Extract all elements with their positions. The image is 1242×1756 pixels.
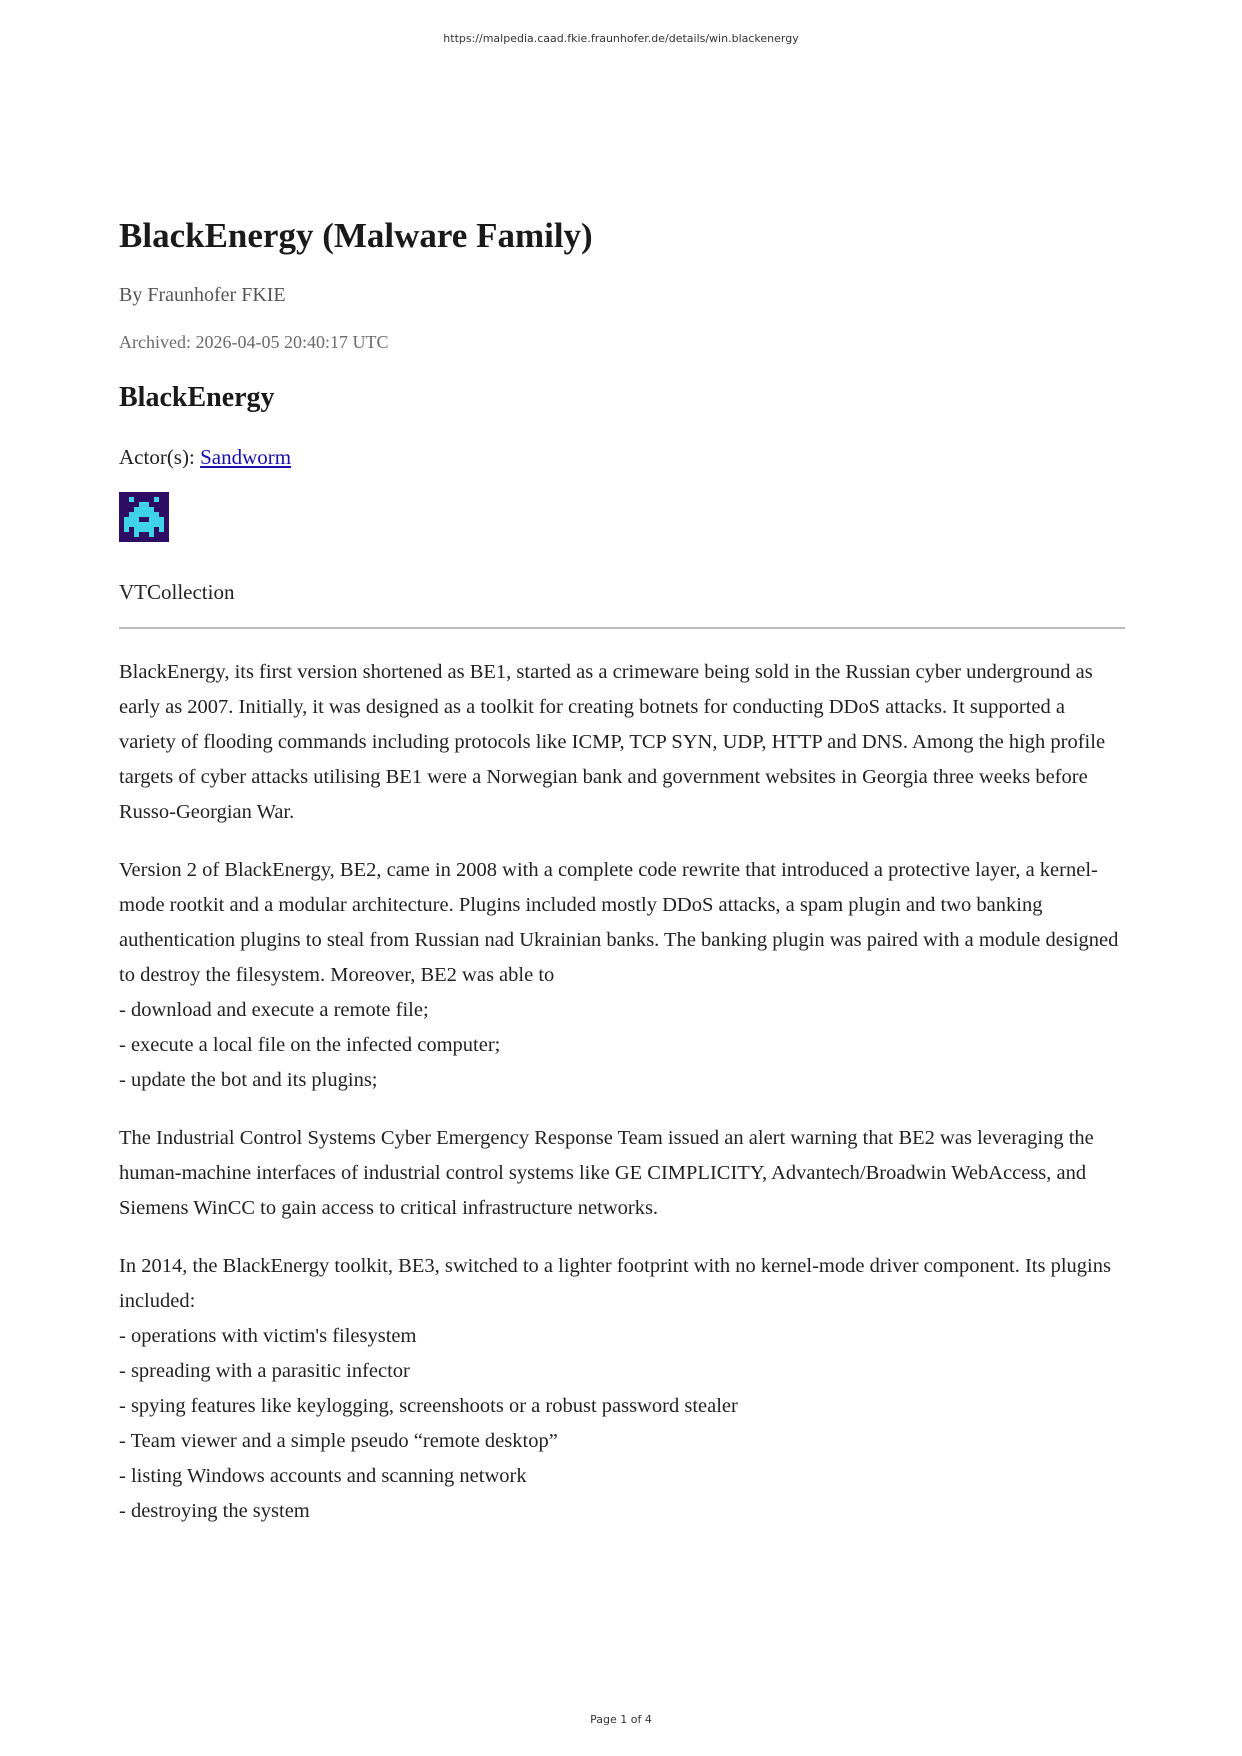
space-invader-icon	[119, 492, 169, 542]
paragraph-ics-cert: The Industrial Control Systems Cyber Emergency Response Team issued an alert warning that BE2 was leveraging the human-machine interfaces of industrial control systems like GE CIMPLICITY, Advantech/Broadwin WebAccess, and Siemens WinCC to gain access to critical infrastructure networks.	[119, 1127, 1094, 1219]
section-title: BlackEnergy	[119, 382, 275, 413]
list-item: - destroying the system	[119, 1500, 310, 1522]
page-url-header: https://malpedia.caad.fkie.fraunhofer.de/details/win.blackenergy	[443, 32, 799, 45]
page-title: BlackEnergy (Malware Family)	[119, 216, 593, 255]
byline: By Fraunhofer FKIE	[119, 284, 286, 306]
vtcollection-label: VTCollection	[119, 580, 235, 604]
actor-link-sandworm[interactable]: Sandworm	[200, 445, 292, 469]
article-body	[119, 655, 1125, 1529]
divider	[119, 627, 1125, 629]
actors-label: Actor(s):	[119, 445, 201, 469]
list-item: - Team viewer and a simple pseudo “remote desktop”	[119, 1430, 558, 1452]
paragraph-be2-intro: Version 2 of BlackEnergy, BE2, came in 2008 with a complete code rewrite that introduced a protective layer, a kernel-mode rootkit and a modular architecture. Plugins included mostly DDoS attacks, a spam plugin and two banking authentication plugins to steal from Russian nad Ukrainian banks. The banking plugin was paired with a module designed to destroy the filesystem. Moreover, BE2 was able to	[119, 859, 1119, 986]
list-item: - execute a local file on the infected computer;	[119, 1034, 501, 1056]
paragraph-be2	[119, 853, 1125, 1098]
list-item: - listing Windows accounts and scanning network	[119, 1465, 527, 1487]
page-number: Page 1 of 4	[590, 1713, 652, 1726]
list-item: - operations with victim's filesystem	[119, 1325, 417, 1347]
list-item: - spreading with a parasitic infector	[119, 1360, 410, 1382]
actors-line	[119, 442, 1125, 472]
paragraph-be1: BlackEnergy, its first version shortened as BE1, started as a crimeware being sold in the Russian cyber underground as early as 2007. Initially, it was designed as a toolkit for creating botnets for conducting DDoS attacks. It supported a variety of flooding commands including protocols like ICMP, TCP SYN, UDP, HTTP and DNS. Among the high profile targets of cyber attacks utilising BE1 were a Norwegian bank and government websites in Georgia three weeks before Russo-Georgian War.	[119, 661, 1106, 823]
list-item: - download and execute a remote file;	[119, 999, 429, 1021]
list-item: - spying features like keylogging, screenshoots or a robust password stealer	[119, 1395, 738, 1417]
paragraph-be3-intro: In 2014, the BlackEnergy toolkit, BE3, switched to a lighter footprint with no kernel-mode driver component. Its plugins included:	[119, 1255, 1111, 1312]
article-content	[119, 212, 1125, 1529]
paragraph-be3	[119, 1249, 1125, 1529]
archived-timestamp: Archived: 2026-04-05 20:40:17 UTC	[119, 332, 389, 352]
list-item: - update the bot and its plugins;	[119, 1069, 378, 1091]
